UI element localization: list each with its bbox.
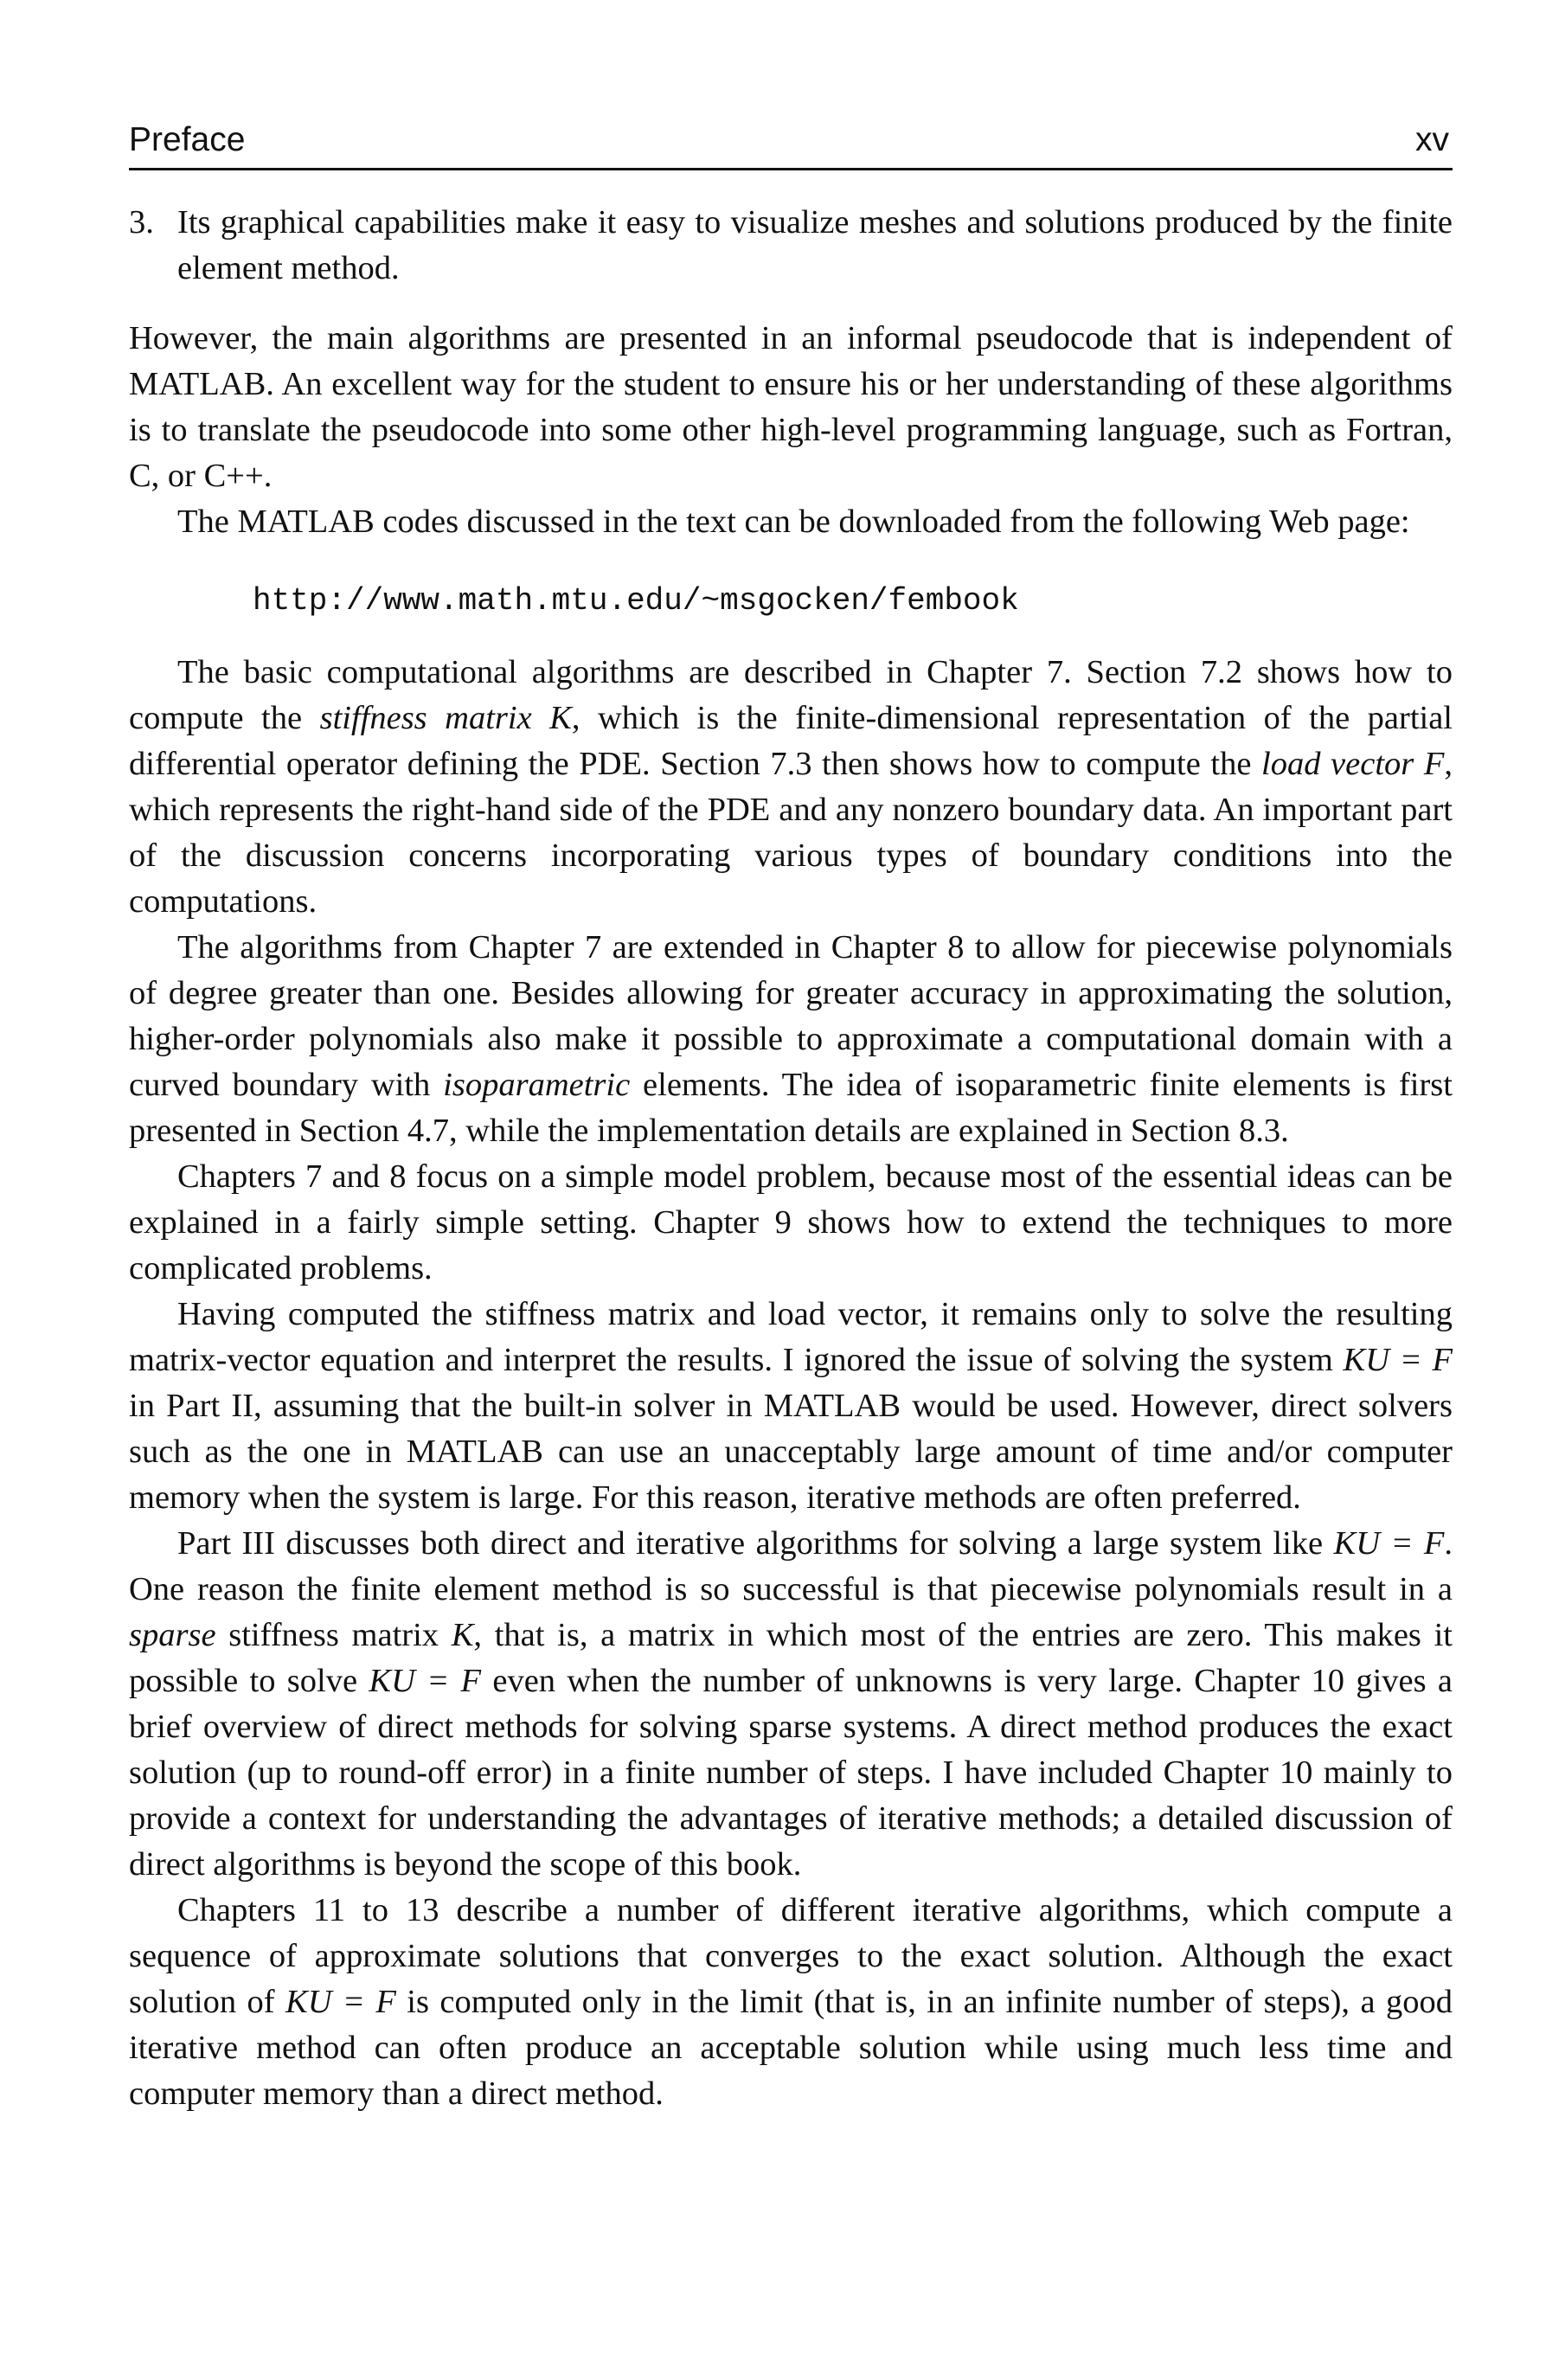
paragraph-8: Chapters 11 to 13 describe a number of different iterative algorithms, which compute a sequence of approximate solutions that converges to the exact solution. Although the exact solution of KU = F is computed only in the limit (that is, in an infinite number of steps), a good iterative method can often produce an acceptable solution while using much less time and computer memory than a direct method. [129,1892,1453,2112]
symbol-k: K [451,1617,474,1653]
list-item [129,200,1453,292]
paragraph-5: Chapters 7 and 8 focus on a simple model problem, because most of the essential ideas can be explained in a fairly simple setting. Chapter 9 shows how to extend the techniques to more complicated problems. [129,1158,1453,1286]
paragraph-3: The basic computational algorithms are described in Chapter 7. Section 7.2 shows how to compute the stiffness matrix K, which is the finite-dimensional representation of the partial differential operator defining the PDE. Section 7.3 then shows how to compute the load vector F, which represents the right-hand side of the PDE and any nonzero boundary data. An important part of the discussion concerns incorporating various types of boundary conditions into the computations. [129,654,1453,920]
equation-ku-f: KU = F [1343,1342,1453,1378]
term-isoparametric: isoparametric [443,1067,631,1103]
term-load-vector: load vector F [1261,746,1445,782]
equation-ku-f: KU = F [1333,1525,1445,1562]
equation-ku-f: KU = F [369,1663,482,1699]
page-number: xv [1415,121,1449,158]
paragraph-2: The MATLAB codes discussed in the text can be downloaded from the following Web page: [177,504,1410,540]
running-header [129,121,1453,170]
paragraph-7: Part III discusses both direct and iterative algorithms for solving a large system like KU = F. One reason the finite element method is so successful is that piecewise polynomials result in a sparse stiffness matrix K, that is, a matrix in which most of the entries are zero. This makes it possible to solve KU = F even when the number of unknowns is very large. Chapter 10 gives a brief overview of direct methods for solving sparse systems. A direct method produces the exact solution (up to round-off error) in a finite number of steps. I have included Chapter 10 mainly to provide a context for understanding the advantages of iterative methods; a detailed discussion of direct algorithms is beyond the scope of this book. [129,1525,1453,1883]
paragraph-1: However, the main algorithms are presented in an informal pseudocode that is independent of MATLAB. An excellent way for the student to ensure his or her understanding of these algorithms is to translate the pseudocode into some other high-level programming language, such as Fortran, C, or C++. [129,320,1453,494]
list-text: Its graphical capabilities make it easy to visualize meshes and solutions produced by the finite element method. [177,204,1453,286]
term-sparse: sparse [129,1617,216,1653]
paragraph-6: Having computed the stiffness matrix and load vector, it remains only to solve the resulting matrix-vector equation and interpret the results. I ignored the issue of solving the system KU = F in Part II, assuming that the built-in solver in MATLAB would be used. However, direct solvers such as the one in MATLAB can use an unacceptably large amount of time and/or computer memory when the system is large. For this reason, iterative methods are often preferred. [129,1296,1453,1516]
paragraph-4: The algorithms from Chapter 7 are extended in Chapter 8 to allow for piecewise polynomials of degree greater than one. Besides allowing for greater accuracy in approximating the solution, higher-order polynomials also make it possible to approximate a computational domain with a curved boundary with isoparametric elements. The idea of isoparametric finite elements is first presented in Section 4.7, while the implementation details are explained in Section 8.3. [129,929,1453,1149]
term-stiffness-matrix: stiffness matrix K [319,700,572,736]
body-text [129,200,1453,2117]
section-title: Preface [129,121,246,158]
equation-ku-f: KU = F [285,1984,396,2020]
list-number: 3. [129,204,154,241]
download-url[interactable]: http://www.math.mtu.edu/~msgocken/fembook [253,583,1019,619]
page [129,121,1453,2117]
